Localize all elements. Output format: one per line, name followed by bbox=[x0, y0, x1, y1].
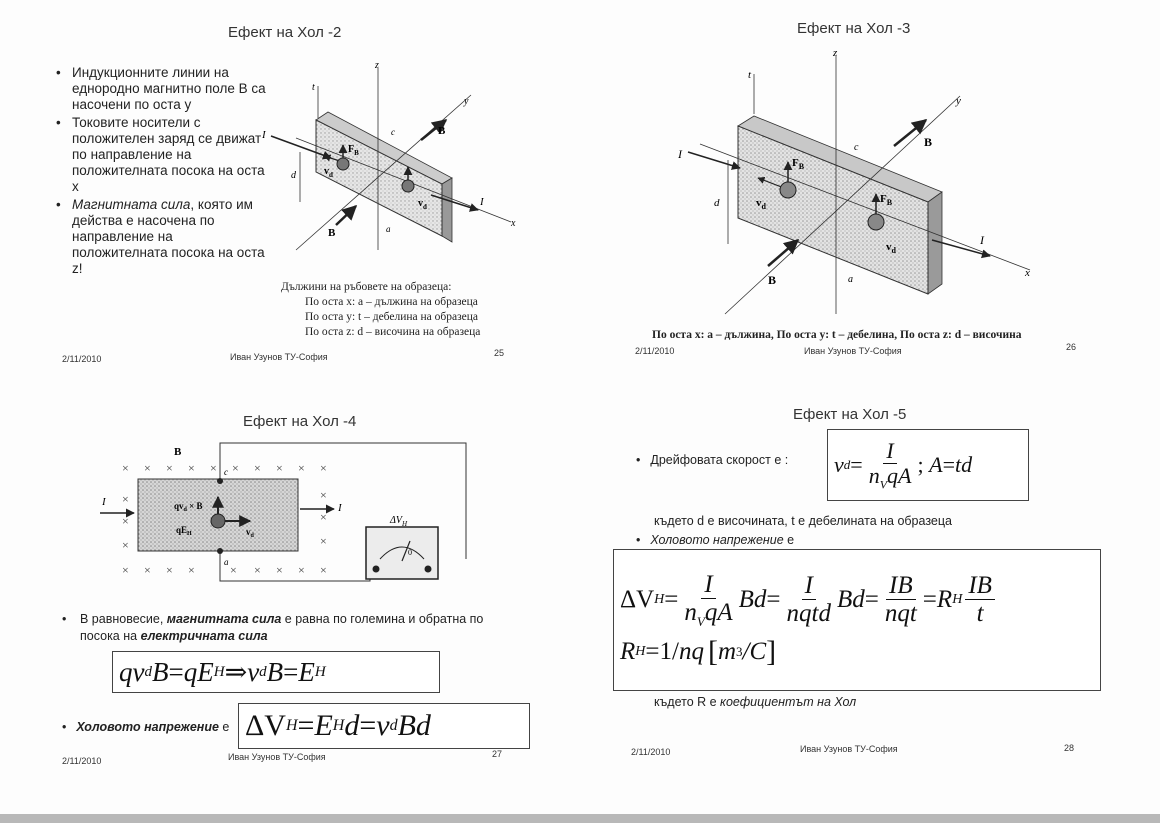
label-meter: $\Delta V_H$ bbox=[390, 515, 408, 528]
svg-text:×: × bbox=[298, 461, 305, 475]
label-velocity-2: $v_d$ bbox=[418, 198, 427, 211]
label-t: t bbox=[748, 69, 752, 81]
slide-27 bbox=[0, 411, 580, 822]
footer-date: 2/11/2010 bbox=[635, 346, 675, 356]
slide-title: Ефект на Хол -5 bbox=[793, 406, 907, 423]
label-axis-z: z bbox=[375, 60, 379, 71]
svg-text:×: × bbox=[144, 461, 151, 475]
hall-measurement-figure bbox=[90, 441, 480, 621]
footer-date: 2/11/2010 bbox=[631, 747, 671, 757]
page-number: 25 bbox=[494, 348, 505, 358]
slide-26 bbox=[580, 0, 1160, 411]
label-axis-x: x bbox=[511, 218, 516, 229]
list-item: • Магнитната сила, която им действа е насочена по направление на положителната посока на оста z! bbox=[54, 197, 266, 277]
contact-bottom bbox=[217, 548, 223, 554]
bullet-list bbox=[54, 65, 266, 279]
contact-top bbox=[217, 478, 223, 484]
label-d: d bbox=[291, 170, 296, 181]
slide-title: Ефект на Хол -4 bbox=[243, 413, 357, 430]
label-field-out: B bbox=[924, 135, 933, 149]
charge-carrier bbox=[211, 514, 225, 528]
label-current-in: I bbox=[678, 147, 682, 161]
label-current-in: I bbox=[102, 496, 106, 508]
equilibrium-bullet: • В равновесие, магнитната сила е равна по големина и обратна по посока на електричната сила bbox=[62, 612, 484, 643]
label-a: a bbox=[386, 224, 391, 234]
sample-side-face bbox=[928, 192, 942, 294]
label-meter-zero: 0 bbox=[408, 548, 412, 557]
label-field: B bbox=[174, 446, 182, 458]
label-axis-y: y bbox=[464, 96, 469, 107]
label-c: c bbox=[224, 467, 228, 477]
svg-text:×: × bbox=[144, 563, 151, 577]
charge-carrier bbox=[337, 158, 349, 170]
hall-sample-figure bbox=[670, 44, 1040, 324]
drift-velocity-formula: v d = $\frac{I}{n_VqA}$ ; A = td bbox=[827, 429, 1029, 501]
sample-side-face bbox=[442, 178, 452, 242]
page-number: 26 bbox=[1066, 342, 1077, 352]
svg-text:×: × bbox=[320, 488, 327, 502]
svg-text:×: × bbox=[166, 563, 173, 577]
formula-line-2: R H = 1/ nq [ m 3 /C ] bbox=[620, 635, 777, 669]
label-current-out: I bbox=[980, 233, 984, 247]
label-force-2: $F_B$ bbox=[880, 193, 893, 207]
label-current-out: I bbox=[338, 502, 342, 514]
charge-carrier bbox=[780, 182, 796, 198]
label-d: d bbox=[714, 197, 720, 209]
svg-text:×: × bbox=[320, 534, 327, 548]
svg-text:×: × bbox=[320, 563, 327, 577]
list-item: • Индукционните линии на еднородно магнитно поле B са насочени по оста y bbox=[54, 65, 266, 113]
svg-text:×: × bbox=[254, 461, 261, 475]
label-velocity-2: $v_d$ bbox=[886, 241, 896, 255]
page-number: 27 bbox=[492, 749, 503, 759]
slide-title: Ефект на Хол -3 bbox=[797, 20, 911, 37]
svg-text:×: × bbox=[122, 514, 129, 528]
label-velocity: $v_d$ bbox=[324, 166, 333, 179]
footer-date: 2/11/2010 bbox=[62, 354, 102, 364]
svg-text:×: × bbox=[122, 538, 129, 552]
scan-bottom-edge bbox=[0, 814, 1160, 823]
label-current-out: I bbox=[480, 196, 484, 208]
svg-text:×: × bbox=[210, 461, 217, 475]
where-r-line: където R е коефициентът на Хол bbox=[654, 695, 857, 709]
label-qvxb: $qv_d \times B$ bbox=[174, 501, 203, 513]
drift-velocity-bullet: • Дрейфовата скорост е : bbox=[636, 453, 789, 467]
charge-carrier bbox=[868, 214, 884, 230]
footer-author: Иван Узунов ТУ-София bbox=[230, 352, 328, 362]
svg-text:×: × bbox=[232, 461, 239, 475]
formula-line-1: ΔV H = $\frac{I}{n_VqA}$ Bd = $\frac{I}{\text{nqtd}}$ Bd = $\frac{IB}{\text{nqt}}$ = R H $\frac{IB}{t}$ bbox=[620, 571, 998, 630]
hall-voltage-formula: ΔV H = E H d = v d B d bbox=[238, 703, 530, 749]
footer-date: 2/11/2010 bbox=[62, 756, 102, 766]
label-qeh: $qE_H$ bbox=[176, 525, 192, 537]
svg-text:×: × bbox=[298, 563, 305, 577]
svg-text:×: × bbox=[122, 461, 129, 475]
current-in-arrow bbox=[688, 152, 740, 168]
footer-author: Иван Узунов ТУ-София bbox=[228, 752, 326, 762]
svg-text:×: × bbox=[122, 492, 129, 506]
label-velocity: $v_d$ bbox=[246, 527, 254, 539]
svg-text:×: × bbox=[276, 563, 283, 577]
where-d-line: където d е височината, t е дебелината на образеца bbox=[654, 514, 952, 528]
label-field-out: B bbox=[438, 125, 446, 137]
voltmeter-terminal bbox=[373, 566, 380, 573]
page-number: 28 bbox=[1064, 743, 1075, 753]
label-axis-x: x bbox=[1025, 267, 1030, 279]
wire-bottom bbox=[220, 551, 370, 581]
footer-author: Иван Узунов ТУ-София bbox=[800, 744, 898, 754]
label-c: c bbox=[391, 127, 395, 137]
axis-caption: По оста x: a – дължина, По оста y: t – дебелина, По оста z: d – височина bbox=[652, 329, 1022, 341]
label-axis-z: z bbox=[833, 47, 838, 59]
svg-text:×: × bbox=[188, 461, 195, 475]
svg-text:×: × bbox=[230, 563, 237, 577]
slide-28 bbox=[580, 406, 1160, 822]
list-item: • Токовите носители с положителен заряд се движат по направление на положителната посока на оста x bbox=[54, 115, 266, 195]
footer-author: Иван Узунов ТУ-София bbox=[804, 346, 902, 356]
field-arrow-in bbox=[336, 206, 356, 225]
svg-text:×: × bbox=[320, 510, 327, 524]
svg-text:×: × bbox=[188, 563, 195, 577]
hall-voltage-formula bbox=[613, 549, 1101, 691]
svg-text:×: × bbox=[320, 461, 327, 475]
label-field-in: B bbox=[328, 227, 336, 239]
label-field-in: B bbox=[768, 273, 777, 287]
svg-text:×: × bbox=[122, 563, 129, 577]
svg-text:×: × bbox=[166, 461, 173, 475]
label-force: $F_B$ bbox=[792, 157, 805, 171]
label-force: $F_B$ bbox=[348, 144, 359, 157]
edge-lengths-caption: Дължини на ръбовете на образеца: По оста x: a – дължина на образеца По оста y: t – дебелина на образеца По оста z: d – височина на образеца bbox=[281, 281, 481, 338]
label-a: a bbox=[848, 274, 853, 285]
hall-voltage-bullet: • Холовото напрежение е bbox=[636, 533, 795, 547]
voltmeter-terminal bbox=[425, 566, 432, 573]
hall-sample-figure bbox=[256, 60, 526, 270]
svg-text:×: × bbox=[276, 461, 283, 475]
label-current-in: I bbox=[262, 129, 266, 141]
label-a: a bbox=[224, 557, 229, 567]
label-velocity: $v_d$ bbox=[756, 197, 766, 211]
svg-text:×: × bbox=[254, 563, 261, 577]
equilibrium-formula: q v d B = q E H ⇒ v d B = E H bbox=[112, 651, 440, 693]
label-c: c bbox=[854, 142, 859, 153]
charge-carrier bbox=[402, 180, 414, 192]
label-axis-y: y bbox=[956, 95, 961, 107]
label-t: t bbox=[312, 82, 315, 93]
hall-voltage-bullet: • Холовото напрежение е bbox=[62, 720, 230, 734]
slide-title: Ефект на Хол -2 bbox=[228, 24, 342, 41]
field-arrow-in bbox=[768, 240, 798, 266]
slide-25 bbox=[0, 0, 580, 411]
